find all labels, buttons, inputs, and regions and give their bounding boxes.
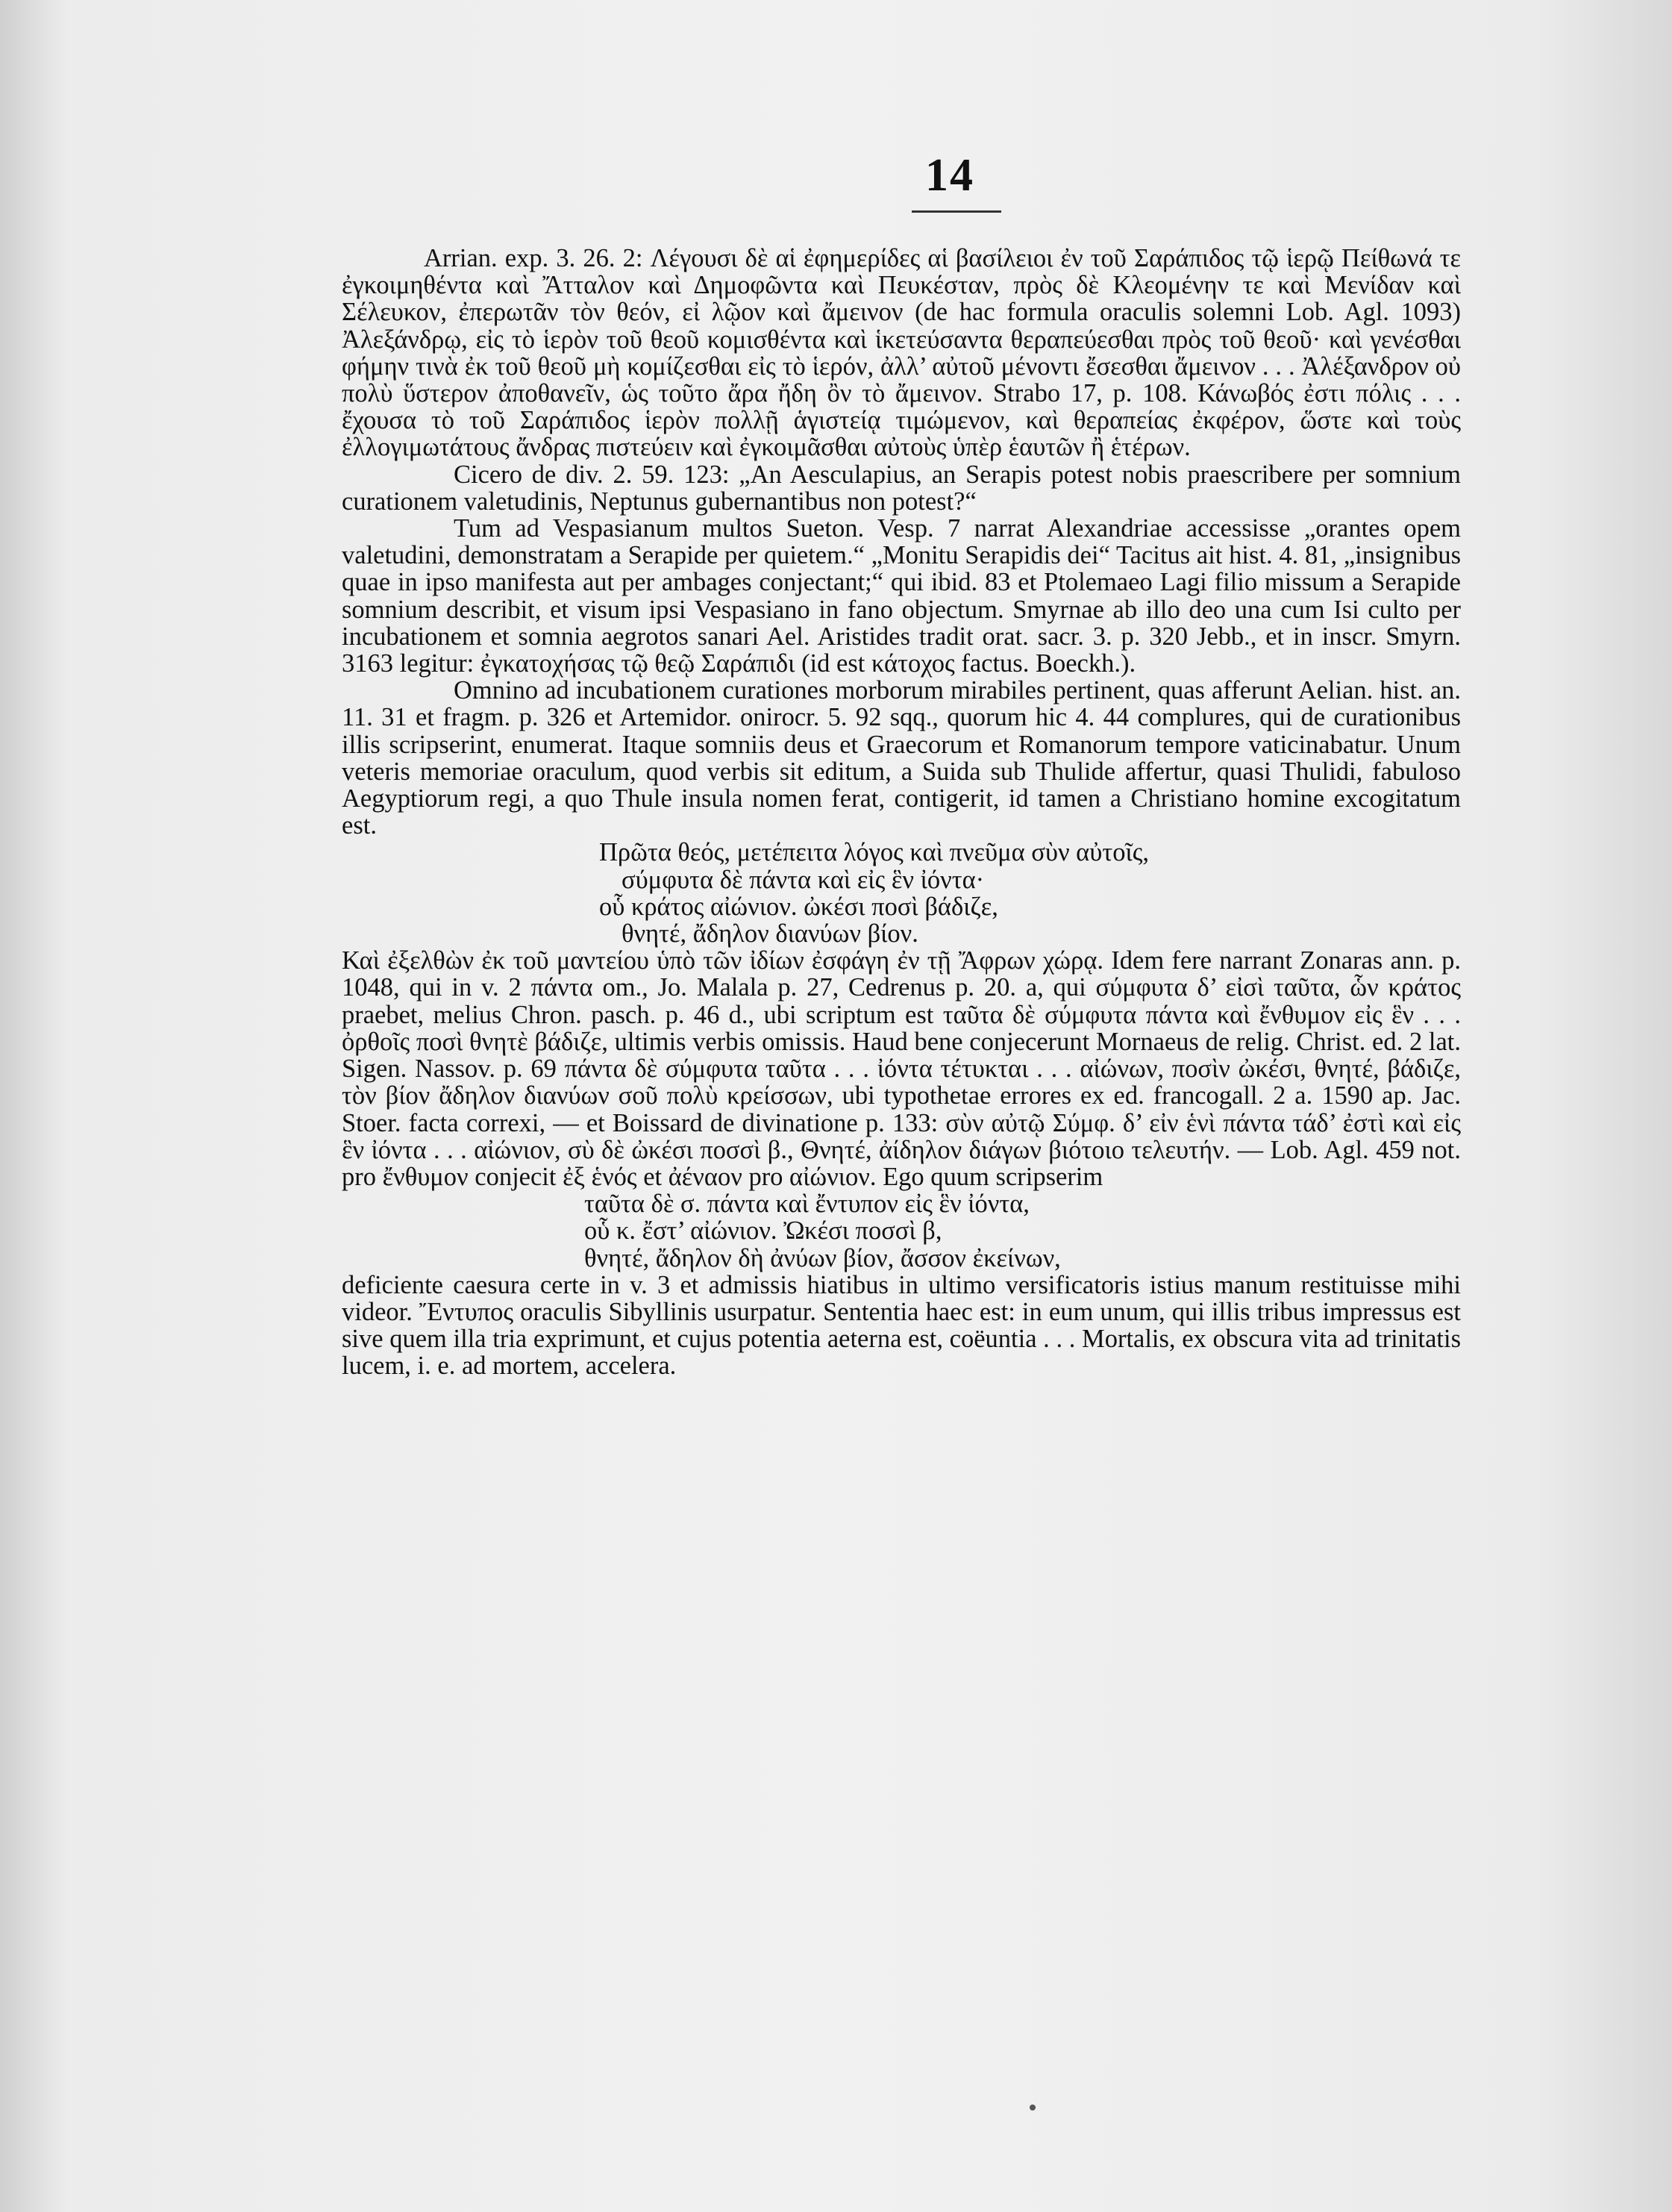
verse-line: θνητέ, ἄδηλον διανύων βίον. — [621, 919, 918, 949]
verse-line: ταῦτα δὲ σ. πάντα καὶ ἔντυπον εἰς ἓν ἰόντα, — [584, 1190, 1030, 1219]
oracle-verse — [342, 839, 1461, 947]
verse-line: θνητέ, ἄδηλον δὴ ἀνύων βίον, ἄσσον ἐκείνων, — [584, 1243, 1061, 1272]
page-number: 14 — [925, 150, 974, 201]
paragraph-closing: deficiente caesura certe in v. 3 et admissis hiatibus in ultimo versificatoris istius manum restituisse mihi videor. Ἔντυπος oraculis Sibyllinis usurpatur. Sententia haec est: in eum unum, qui illis tribus impressus est sive quem illa tria exprimunt, et cujus potentia aeterna est, coëuntia . . . Mortalis, ex obscura vita ad trinitatis lucem, i. e. ad mortem, accelera. — [342, 1270, 1461, 1381]
page-body — [342, 245, 1461, 1380]
verse-line: οὗ κ. ἔστ’ αἰώνιον. Ὠκέσι ποσσὶ β, — [584, 1216, 942, 1246]
verse-line: σύμφυτα δὲ πάντα καὶ εἰς ἓν ἰόντα· — [621, 865, 985, 894]
paragraph-vespasian: Tum ad Vespasianum multos Sueton. Vesp. 7 narrat Alexandriae accessisse „orantes opem valetudini, demonstratam a Serapide per quietem.“ „Monitu Serapidis dei“ Tacitus ait hist. 4. 81, „insignibus quae in ipso manifesta aut per ambages conjectant;“ qui ibid. 83 et Ptolemaeo Lagi filio missum a Serapide somnium describit, et visum ipsi Vespasiano in fano objectum. Smyrnae ab illo deo una cum Isi culto per incubationem et somnia aegrotos sanari Ael. Aristides tradit orat. sacr. 3. p. 320 Jebb., et in inscr. Smyrn. 3163 legitur: ἐγκατοχήσας τῷ θεῷ Σαράπιδι (id est κάτοχος factus. Boeckh.). — [342, 514, 1461, 678]
verse-line: οὗ κράτος αἰώνιον. ὠκέσι ποσὶ βάδιζε, — [599, 892, 998, 921]
paragraph-incubation: Omnino ad incubationem curationes morborum mirabiles pertinent, quas afferunt Aelian. hist. an. 11. 31 et fragm. p. 326 et Artemidor. onirocr. 5. 92 sqq., quorum hic 4. 44 complures, qui de curationibus illis scripserint, enumerat. Itaque somniis deus et Graecorum et Romanorum tempore vaticinabatur. Unum veteris memoriae oraculum, quod verbis sit editum, a Suida sub Thulide affertur, quasi Thulidi, fabuloso Aegyptiorum regi, a quo Thule insula nomen ferat, contigerit, id tamen a Christiano homine excogitatum est. — [342, 676, 1461, 840]
ink-speck — [1030, 2105, 1036, 2111]
paragraph-commentary: Καὶ ἐξελθὼν ἐκ τοῦ μαντείου ὑπὸ τῶν ἰδίων ἐσφάγη ἐν τῇ Ἄφρων χώρᾳ. Idem fere narrant Zonaras ann. p. 1048, qui in v. 2 πάντα om., Jo. Malala p. 27, Cedrenus p. 20. a, qui σύμφυτα δ’ εἰσὶ ταῦτα, ὧν κράτος praebet, melius Chron. pasch. p. 46 d., ubi scriptum est ταῦτα δὲ σύμφυτα πάντα καὶ ἔνθυμον εἰς ἓν . . . ὀρθοῖς ποσὶ θνητὲ βάδιζε, ultimis verbis omissis. Haud bene conjecerunt Mornaeus de relig. Christ. ed. 2 lat. Sigen. Nassov. p. 69 πάντα δὲ σύμφυτα ταῦτα . . . ἰόντα τέτυκται . . . αἰώνων, ποσὶν ὠκέσι, θνητέ, βάδιζε, τὸν βίον ἄδηλον διανύων σοῦ πολὺ κρείσσων, ubi typothetae errores ex ed. francogall. 2 a. 1590 ap. Jac. Stoer. facta correxi, — et Boissard de divinatione p. 133: σὺν αὐτῷ Σύμφ. δ’ εἰν ἑνὶ πάντα τάδ’ ἐστὶ καὶ εἰς ἓν ἰόντα . . . αἰώνιον, σὺ δὲ ὠκέσι ποσσὶ β., Θνητέ, ἀίδηλον διάγων βιότοιο τελευτήν. — Lob. Agl. 459 not. pro ἔνθυμον conjecit ἐξ ἑνός et ἀέναον pro αἰώνιον. Ego quum scripserim — [342, 946, 1461, 1191]
paragraph-cicero: Cicero de div. 2. 59. 123: „An Aesculapius, an Serapis potest nobis praescribere per somnium curationem valetudinis, Neptunus gubernantibus non potest?“ — [342, 460, 1461, 516]
verse-line: Πρῶτα θεός, μετέπειτα λόγος καὶ πνεῦμα σὺν αὐτοῖς, — [599, 838, 1150, 867]
paragraph-arrian: Arrian. exp. 3. 26. 2: Λέγουσι δὲ αἱ ἐφημερίδες αἱ βασίλειοι ἐν τοῦ Σαράπιδος τῷ ἱερῷ Πείθωνά τε ἐγκοιμηθέντα καὶ Ἄτταλον καὶ Δημοφῶντα καὶ Πευκέσταν, πρὸς δὲ Κλεομένην τε καὶ Μενίδαν καὶ Σέλευκον, ἐπερωτᾶν τὸν θεόν, εἰ λῷον καὶ ἄμεινον (de hac formula oraculis solemni Lob. Agl. 1093) Ἀλεξάνδρῳ, εἰς τὸ ἱερὸν τοῦ θεοῦ κομισθέντα καὶ ἱκετεύσαντα θεραπεύεσθαι πρὸς τοῦ θεοῦ· καὶ γενέσθαι φήμην τινὰ ἐκ τοῦ θεοῦ μὴ κομίζεσθαι εἰς τὸ ἱερόν, ἀλλ’ αὐτοῦ μένοντι ἔσεσθαι ἄμεινον . . . Ἀλέξανδρον οὐ πολὺ ὕστερον ἀποθανεῖν, ὡς τοῦτο ἄρα ἤδη ὂν τὸ ἄμεινον. Strabo 17, p. 108. Κάνωβός ἐστι πόλις . . . ἔχουσα τὸ τοῦ Σαράπιδος ἱερὸν πολλῇ ἁγιστείᾳ τιμώμενον, καὶ θεραπείας ἐκφέρον, ὥστε καὶ τοὺς ἐλλογιμωτάτους ἄνδρας πιστεύειν καὶ ἐγκοιμᾶσθαι αὐτοὺς ὑπὲρ ἑαυτῶν ἢ ἑτέρων. — [342, 244, 1461, 462]
restored-verse — [342, 1190, 1461, 1272]
page-number-rule — [912, 210, 1001, 213]
